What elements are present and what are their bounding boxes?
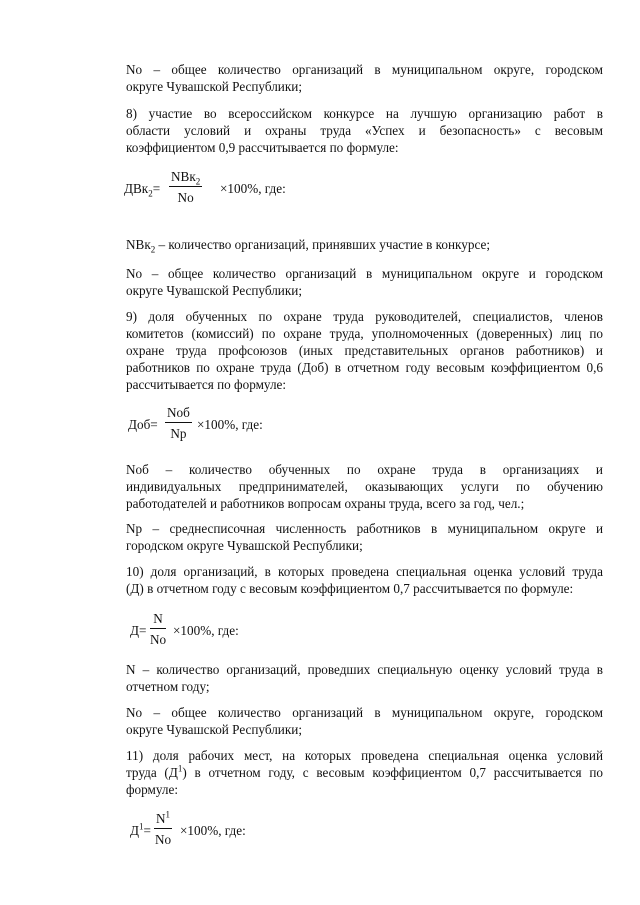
paragraph-no-definition-3	[97, 704, 603, 738]
text-line: работодателей и работников вопросам охраны труда, всего за год, чел.;	[126, 496, 525, 511]
formula-fraction	[169, 168, 202, 206]
formula-numerator: $N^1$	[154, 810, 172, 829]
formula-lhs: $Д^1=$	[130, 821, 151, 838]
formula-rhs: ×100%, где:	[173, 623, 239, 638]
text-line: области условий и охраны труда «Успех и безопасность» с весовым	[126, 123, 603, 138]
text-line: 8) участие во всероссийском конкурсе на лучшую организацию работ в	[126, 106, 603, 121]
text-line: округе Чувашской Республики;	[126, 722, 302, 737]
formula-lhs: Д=	[130, 623, 147, 638]
text-line: охране труда профсоюзов (иных представительных органов работников) и	[126, 343, 603, 358]
formula-fraction	[150, 610, 166, 648]
paragraph-n-definition	[97, 661, 603, 695]
formula-denominator: No	[177, 190, 194, 205]
text-line: Nоб – количество обученных по охране труда в организациях и	[126, 462, 603, 477]
formula-numerator: N	[150, 610, 166, 629]
text-line: N – количество организаций, проведших специальную оценку условий труда в	[126, 662, 603, 677]
formula-denominator: No	[150, 632, 167, 647]
paragraph-item-9	[97, 308, 603, 393]
paragraph-item-8	[97, 105, 603, 156]
formula-lhs: ДВк$_2$=	[124, 181, 161, 199]
formula-rhs: ×100%, где:	[180, 823, 246, 838]
text-line: NВк$_2$ – количество организаций, принявших участие в конкурсе;	[126, 237, 490, 255]
text-line: формуле:	[126, 782, 178, 797]
text-line: (Д) в отчетном году с весовым коэффициентом 0,7 рассчитывается по формуле:	[126, 581, 574, 596]
paragraph-item-11	[97, 747, 603, 798]
paragraph-np-definition	[97, 520, 603, 554]
paragraph-nob-definition	[97, 461, 603, 512]
text-line: коэффициентом 0,9 рассчитывается по формуле:	[126, 140, 399, 155]
text-line: 11) доля рабочих мест, на которых проведена специальная оценка условий	[126, 748, 603, 763]
text-line: 9) доля обученных по охране труда руководителей, специалистов, членов	[126, 309, 603, 324]
formula-denominator: No	[154, 832, 172, 847]
text-line: No – общее количество организаций в муниципальном округе и городском	[126, 266, 603, 281]
text-line: No – общее количество организаций в муниципальном округе, городском	[126, 705, 603, 720]
text-line: отчетном году;	[126, 679, 210, 694]
formula-dvk2	[124, 168, 324, 210]
formula-fraction	[165, 404, 192, 442]
formula-denominator: Np	[170, 426, 187, 441]
text-line: рассчитывается по формуле:	[126, 377, 287, 392]
text-line: округе Чувашской Республики;	[126, 283, 302, 298]
paragraph-no-definition-1	[97, 61, 603, 95]
text-line: работников по охране труда (Доб) в отчетном году весовым коэффициентом 0,6	[126, 360, 603, 375]
formula-fraction	[154, 810, 172, 848]
formula-dob	[128, 404, 328, 446]
formula-numerator: NВк$_2$	[171, 169, 201, 187]
paragraph-item-10	[97, 563, 603, 597]
formula-rhs: ×100%, где:	[197, 417, 263, 432]
text-line: No – общее количество организаций в муниципальном округе, городском	[126, 62, 603, 77]
text-line: округе Чувашской Республики;	[126, 79, 302, 94]
text-line: труда $(Д^1)$ в отчетном году, с весовым коэффициентом 0,7 рассчитывается по	[126, 763, 603, 780]
formula-numerator: Nоб	[165, 404, 192, 423]
text-line: 10) доля организаций, в которых проведена специальная оценка условий труда	[126, 564, 603, 579]
formula-rhs: ×100%, где:	[220, 181, 286, 196]
text-line: Np – среднесписочная численность работников в муниципальном округе и	[126, 521, 603, 536]
text-line: комитетов (комиссий) по охране труда, уполномоченных (доверенных) лиц по	[126, 326, 603, 341]
text-line: городском округе Чувашской Республики;	[126, 538, 363, 553]
formula-d	[130, 610, 330, 652]
paragraph-nvk2-definition	[97, 236, 603, 253]
text-line: индивидуальных предпринимателей, оказывающих услуги по обучению	[126, 479, 603, 494]
formula-d1	[130, 810, 330, 852]
formula-lhs: Доб=	[128, 417, 158, 432]
paragraph-no-definition-2	[97, 265, 603, 299]
